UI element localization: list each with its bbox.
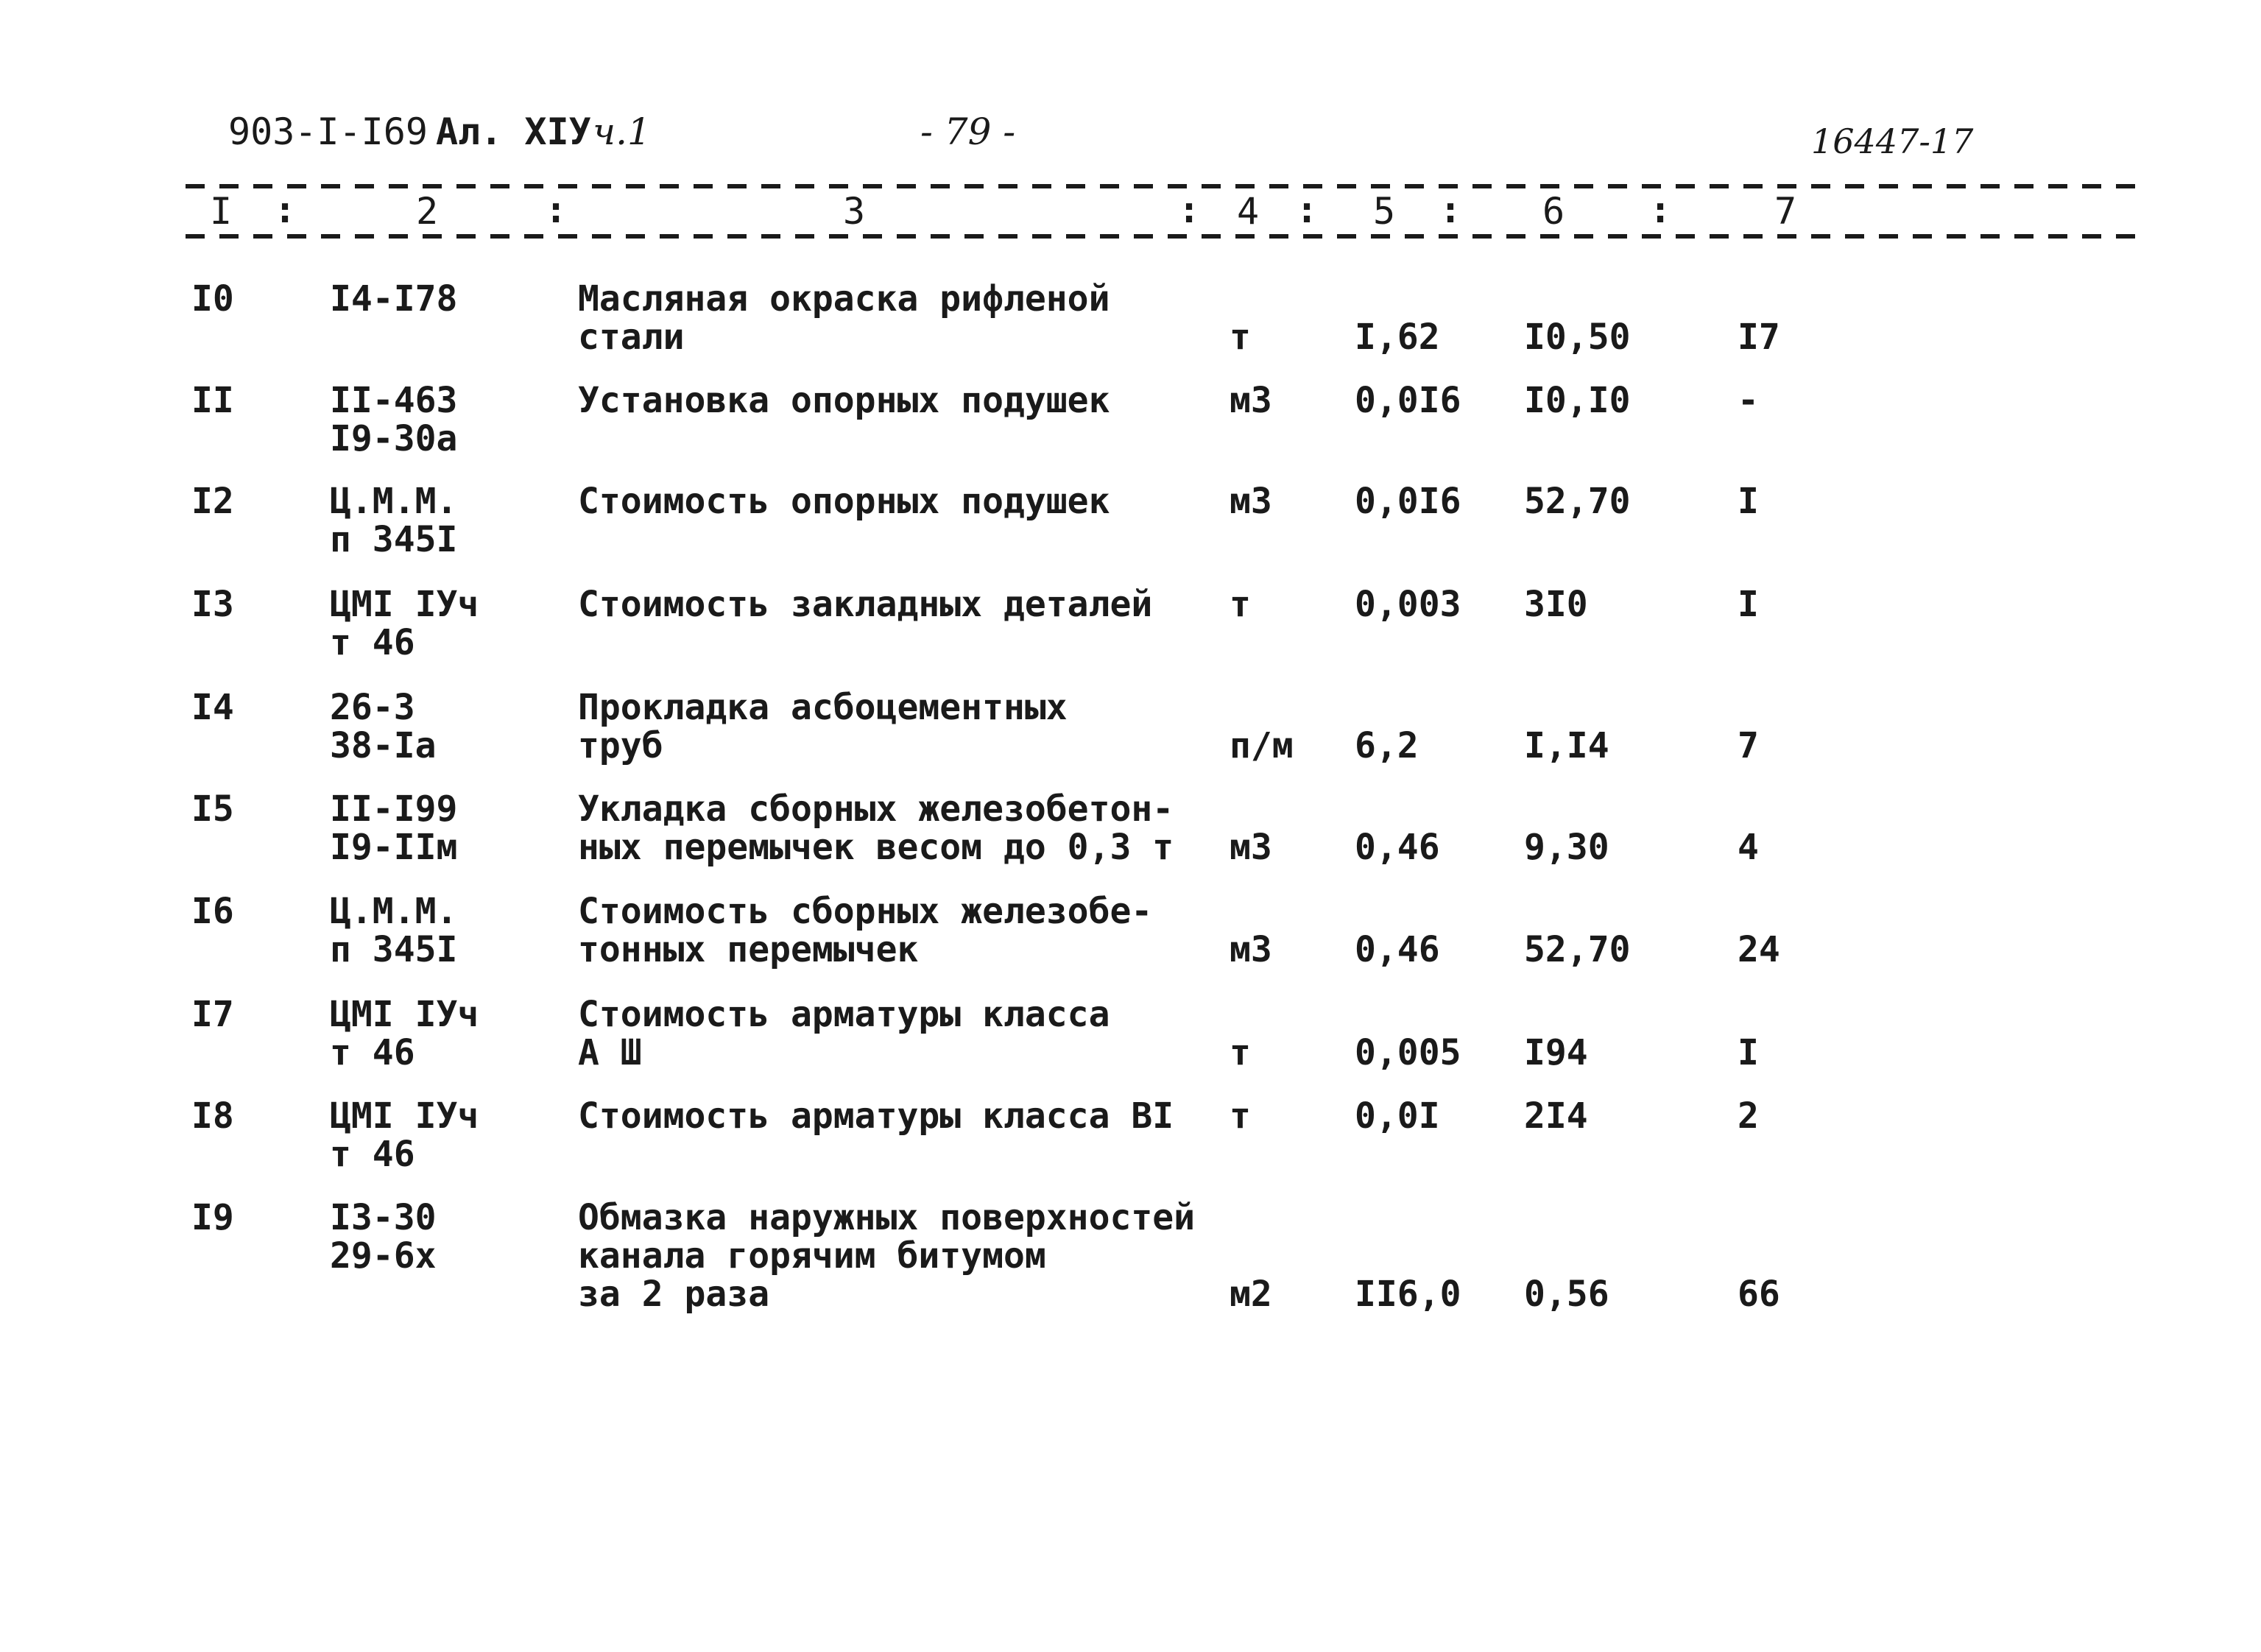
norm-code	[330, 482, 457, 559]
total-cost: 7	[1738, 725, 1759, 766]
work-description	[578, 585, 1152, 624]
document-code: 903-I-I69	[228, 110, 428, 153]
description-line: Обмазка наружных поверхностей	[578, 1197, 1196, 1238]
norm-code	[330, 585, 479, 662]
quantity: 0,46	[1355, 827, 1440, 868]
work-description	[578, 790, 1174, 866]
norm-code	[330, 790, 457, 866]
norm-code-line: ЦМI IУч	[330, 1095, 479, 1137]
row-number: I3	[191, 584, 234, 625]
unit: т	[1230, 1032, 1251, 1073]
norm-code	[330, 892, 457, 969]
header-top-rule	[186, 184, 2142, 188]
norm-code	[330, 280, 457, 318]
description-line: за 2 раза	[578, 1274, 770, 1315]
description-line: тонных перемычек	[578, 929, 919, 970]
unit: м3	[1230, 481, 1272, 522]
row-number: I9	[191, 1197, 234, 1238]
row-number: I4	[191, 687, 234, 728]
norm-code-line: т 46	[330, 1032, 415, 1073]
description-line: Стоимость опорных подушек	[578, 481, 1110, 522]
description-line: Масляная окраска рифленой	[578, 278, 1110, 320]
description-line: Стоимость арматуры класса ВI	[578, 1095, 1174, 1137]
quantity: 6,2	[1355, 725, 1419, 766]
norm-code-line: I4-I78	[330, 278, 458, 320]
row-number: I7	[191, 994, 234, 1035]
description-line: Стоимость закладных деталей	[578, 584, 1153, 625]
unit-price: 9,30	[1524, 827, 1609, 868]
unit: м3	[1230, 380, 1272, 421]
quantity: 0,46	[1355, 929, 1440, 970]
column-number: 2	[416, 190, 439, 233]
description-line: А Ш	[578, 1032, 642, 1073]
norm-code-line: т 46	[330, 622, 415, 663]
description-line: стали	[578, 317, 685, 358]
unit-price: 3I0	[1524, 584, 1588, 625]
norm-code-line: п 345I	[330, 519, 458, 560]
norm-code-line: 26-3	[330, 687, 415, 728]
page-number: - 79 -	[920, 110, 1016, 153]
description-line: Укладка сборных железобетон-	[578, 788, 1174, 830]
column-number: 5	[1373, 190, 1396, 233]
quantity: II6,0	[1355, 1274, 1461, 1315]
column-number: I	[210, 190, 233, 233]
doc-number: 16447-17	[1811, 121, 1974, 161]
quantity: 0,0I	[1355, 1095, 1440, 1137]
column-separator: :	[545, 188, 568, 231]
norm-code-line: 29-6х	[330, 1235, 437, 1277]
norm-code-line: II-463	[330, 380, 458, 421]
norm-code-line: 38-Iа	[330, 725, 437, 766]
column-separator: :	[1649, 188, 1672, 231]
quantity: I,62	[1355, 317, 1440, 358]
norm-code	[330, 1097, 479, 1173]
total-cost: I	[1738, 481, 1759, 522]
unit: т	[1230, 1095, 1251, 1137]
norm-code	[330, 688, 437, 765]
column-number: 7	[1774, 190, 1797, 233]
unit-price: I0,I0	[1524, 380, 1631, 421]
column-number: 4	[1237, 190, 1260, 233]
work-description	[578, 381, 1110, 420]
row-number: I0	[191, 278, 234, 320]
norm-code	[330, 995, 479, 1072]
work-description	[578, 1199, 1195, 1313]
work-description	[578, 892, 1152, 969]
work-description	[578, 688, 1068, 765]
column-separator: :	[1439, 188, 1462, 231]
norm-code-line: I9-IIм	[330, 827, 458, 868]
unit-price: 2I4	[1524, 1095, 1588, 1137]
row-number: II	[191, 380, 234, 421]
row-number: I6	[191, 891, 234, 932]
column-number: 6	[1542, 190, 1565, 233]
norm-code-line: ЦМI IУч	[330, 994, 479, 1035]
description-line: канала горячим битумом	[578, 1235, 1046, 1277]
norm-code-line: Ц.М.М.	[330, 891, 458, 932]
column-separator: :	[274, 188, 297, 231]
work-description	[578, 995, 1110, 1072]
unit: т	[1230, 317, 1251, 358]
norm-code-line: ЦМI IУч	[330, 584, 479, 625]
description-line: труб	[578, 725, 663, 766]
unit: м3	[1230, 827, 1272, 868]
part-label: ч.1	[593, 110, 651, 153]
total-cost: 24	[1738, 929, 1780, 970]
column-separator: :	[1296, 188, 1319, 231]
total-cost: I7	[1738, 317, 1780, 358]
quantity: 0,005	[1355, 1032, 1461, 1073]
norm-code	[330, 381, 457, 458]
unit-price: I,I4	[1524, 725, 1609, 766]
unit-price: 52,70	[1524, 481, 1631, 522]
norm-code-line: I9-30а	[330, 418, 458, 459]
quantity: 0,003	[1355, 584, 1461, 625]
total-cost: -	[1738, 380, 1759, 421]
work-description	[578, 1097, 1174, 1135]
unit: м3	[1230, 929, 1272, 970]
norm-code-line: Ц.М.М.	[330, 481, 458, 522]
norm-code-line: I3-30	[330, 1197, 437, 1238]
row-number: I8	[191, 1095, 234, 1137]
unit-price: I0,50	[1524, 317, 1631, 358]
unit: п/м	[1230, 725, 1294, 766]
header-bottom-rule	[186, 234, 2142, 239]
unit: т	[1230, 584, 1251, 625]
total-cost: 2	[1738, 1095, 1759, 1137]
norm-code-line: п 345I	[330, 929, 458, 970]
description-line: Прокладка асбоцементных	[578, 687, 1068, 728]
album-label: Ал. XIУ	[436, 110, 591, 153]
norm-code-line: т 46	[330, 1134, 415, 1175]
column-number: 3	[843, 190, 866, 233]
unit-price: I94	[1524, 1032, 1588, 1073]
work-description	[578, 482, 1110, 520]
work-description	[578, 280, 1110, 356]
quantity: 0,0I6	[1355, 481, 1461, 522]
description-line: Стоимость сборных железобе-	[578, 891, 1153, 932]
total-cost: I	[1738, 584, 1759, 625]
norm-code	[330, 1199, 437, 1275]
row-number: I5	[191, 788, 234, 830]
quantity: 0,0I6	[1355, 380, 1461, 421]
row-number: I2	[191, 481, 234, 522]
description-line: Стоимость арматуры класса	[578, 994, 1110, 1035]
unit-price: 0,56	[1524, 1274, 1609, 1315]
description-line: ных перемычек весом до 0,3 т	[578, 827, 1174, 868]
total-cost: 4	[1738, 827, 1759, 868]
description-line: Установка опорных подушек	[578, 380, 1110, 421]
unit: м2	[1230, 1274, 1272, 1315]
norm-code-line: II-I99	[330, 788, 458, 830]
unit-price: 52,70	[1524, 929, 1631, 970]
total-cost: 66	[1738, 1274, 1780, 1315]
total-cost: I	[1738, 1032, 1759, 1073]
column-separator: :	[1178, 188, 1201, 231]
